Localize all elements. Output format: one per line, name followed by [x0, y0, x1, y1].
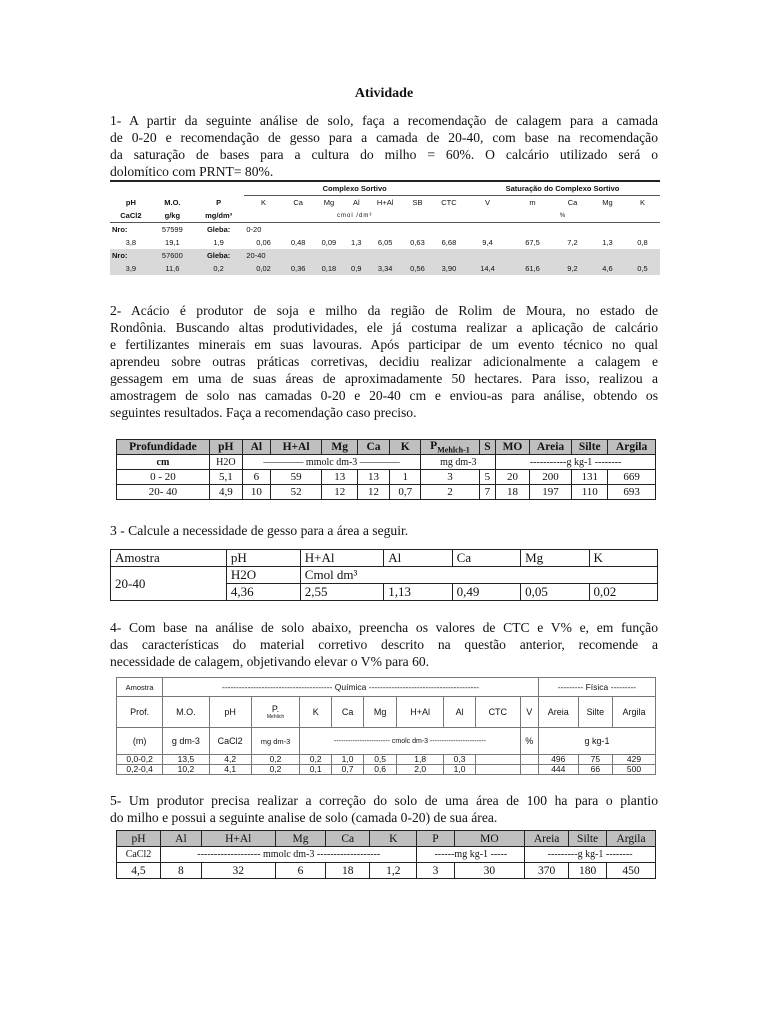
table-cell: 2 [421, 485, 479, 500]
table-cell: 0,48 [290, 238, 306, 247]
table-cell: 496 [538, 755, 578, 765]
question-5-line: 5- Um produtor precisa realizar a correção do solo de uma área de 100 ha para o plantio [110, 793, 658, 808]
col-header: Ca [452, 550, 520, 567]
unit-header: mg dm-3 [251, 728, 300, 755]
table-cell: 1,3 [602, 238, 613, 247]
table-cell: 131 [572, 470, 608, 485]
col-header: Argila [613, 697, 656, 728]
table-cell: 0,36 [283, 262, 314, 275]
table-cell: 4,5 [117, 863, 161, 879]
table-cell: 3,9 [110, 262, 152, 275]
table-cell: 32 [201, 863, 275, 879]
table-cell: 1,3 [351, 238, 362, 247]
question-3-line: 3 - Calcule a necessidade de gesso para a área a seguir. [110, 523, 409, 538]
col-header: V [485, 198, 491, 207]
question-1-line: dolomítico com PRNT= 80%. [110, 164, 274, 179]
col-header: K [261, 198, 267, 207]
table-cell: 0,5 [364, 755, 397, 765]
col-header: Ca [293, 198, 303, 207]
unit-header: CaCl2 [110, 209, 152, 223]
page-title: Atividade [354, 86, 414, 101]
question-4-line: das características do material corretivo descrito na questão anterior, recomende a [110, 637, 658, 652]
unit-header: ———— mmolc dm-3 ———— [242, 455, 421, 470]
col-header: Areia [538, 697, 578, 728]
table-cell: 0,02 [244, 262, 282, 275]
table-cell: 52 [270, 485, 321, 500]
table-cell: 20 [496, 470, 529, 485]
question-4-text [110, 619, 658, 670]
col-header: P [216, 197, 222, 207]
col-header: pH [209, 440, 242, 455]
col-header: pH [226, 550, 300, 567]
unit-cell: H2O [226, 567, 300, 584]
table-cell: 18 [326, 863, 370, 879]
table-cell: 0,02 [589, 584, 657, 601]
col-header: K [639, 198, 645, 207]
col-header: Areia [529, 440, 572, 455]
table-cell-blank [520, 765, 538, 775]
col-header: H+Al [270, 440, 321, 455]
table-cell: 200 [529, 470, 572, 485]
table-cell: 18 [496, 485, 529, 500]
col-header: pH [117, 831, 161, 847]
table-cell: 0,05 [521, 584, 589, 601]
question-1-text [110, 112, 658, 180]
row-label: Nro: [112, 225, 128, 234]
col-header [251, 697, 300, 728]
col-header: CTC [476, 697, 521, 728]
table-cell: 4,36 [226, 584, 300, 601]
col-header [421, 440, 479, 455]
table-cell: 0,2 [251, 755, 300, 765]
table-cell: 1,8 [397, 755, 444, 765]
table-cell: 0 - 20 [117, 470, 210, 485]
table-cell: 0,63 [410, 238, 425, 247]
col-header: H+Al [376, 198, 394, 207]
col-header: Silte [572, 440, 608, 455]
question-2-line: aprendeu sobre outras práticas corretivas, decidiu realizar adicionalmente a calagem e [110, 354, 658, 369]
table-cell: 180 [569, 863, 607, 879]
col-header: Mg [364, 697, 397, 728]
col-header: Al [242, 440, 270, 455]
col-header: Argila [607, 831, 656, 847]
table-cell: 11,6 [152, 262, 193, 275]
table-cell: 75 [578, 755, 612, 765]
table-cell: 0,2 [300, 755, 332, 765]
table-cell: 693 [608, 485, 656, 500]
col-header: Amostra [111, 550, 227, 567]
table-cell-blank [476, 755, 521, 765]
col-header: Ca [358, 440, 390, 455]
unit-header: g/kg [152, 209, 193, 223]
table-cell: 5 [479, 470, 496, 485]
question-3-text [110, 522, 658, 539]
question-2-line: seguintes resultados. Faça a recomendação caso preciso. [110, 405, 417, 420]
table-cell: 9,2 [555, 262, 590, 275]
col-header: H+Al [201, 831, 275, 847]
question-2-line: 2- Acácio é produtor de soja e milho da região de Rolim de Moura, no estado de [110, 303, 658, 318]
table-cell: 7 [479, 485, 496, 500]
table-cell-blank [520, 755, 538, 765]
soil-analysis-table-1 [110, 180, 660, 275]
unit-header: ---------g kg-1 -------- [525, 847, 656, 863]
question-1-line: 1- A partir da seguinte análise de solo, faça a recomendação de calagem para a camada [110, 113, 658, 128]
p-sub-label: Mehlich [266, 714, 285, 720]
question-2-line: Rondônia. Buscando altas produtividades, ele já costuma realizar a aplicação de calcário [110, 320, 658, 335]
col-header: Al [384, 550, 452, 567]
table-cell: 9,4 [482, 238, 493, 247]
table-cell: 450 [607, 863, 656, 879]
table-cell: 0,2 [251, 765, 300, 775]
table-cell: 3,90 [433, 262, 465, 275]
col-header: K [370, 831, 417, 847]
unit-header: -----------g kg-1 -------- [496, 455, 656, 470]
col-header: m [529, 198, 536, 207]
unit-header: cmol /dm³ [244, 209, 465, 223]
col-header: H+Al [300, 550, 383, 567]
table-cell: 370 [525, 863, 569, 879]
table-cell: 0,18 [314, 262, 345, 275]
table-cell: 1,9 [213, 238, 224, 247]
unit-header: CaCl2 [117, 847, 161, 863]
col-header: K [389, 440, 420, 455]
gleba-label: Gleba: [206, 225, 231, 234]
table-cell: 0,09 [321, 238, 337, 247]
table-cell: 8 [160, 863, 201, 879]
table-cell: 13 [358, 470, 390, 485]
col-header: Ca [332, 697, 364, 728]
table-cell: 67,5 [525, 238, 540, 247]
table-cell: 59 [270, 470, 321, 485]
p-sub-label: Mehlch-1 [437, 445, 470, 455]
table-cell: 0,7 [389, 485, 420, 500]
table-cell: 20- 40 [117, 485, 210, 500]
table-cell: 4,2 [209, 755, 251, 765]
col-header: Mg [521, 550, 589, 567]
table-cell: 19,1 [165, 238, 180, 247]
table-cell: 1,0 [332, 755, 364, 765]
soil-analysis-table-3 [110, 549, 658, 601]
question-1-line: da saturação de bases para a cultura do milho = 60%. O calcário utilizado será o [110, 147, 658, 162]
col-header: Al [352, 198, 360, 207]
unit-header: CaCl2 [209, 728, 251, 755]
table-cell: 3 [417, 863, 454, 879]
table-cell: 197 [529, 485, 572, 500]
col-header: K [589, 550, 657, 567]
question-4-line: necessidade de calagem, objetivando elevar o V% para 60. [110, 654, 430, 669]
unit-header: cm [117, 455, 210, 470]
unit-header: H2O [209, 455, 242, 470]
table-cell: 0,2 [193, 262, 244, 275]
soil-analysis-table-2 [116, 439, 656, 500]
unit-header: g kg-1 [538, 728, 655, 755]
unit-header: ------mg kg-1 ----- [417, 847, 525, 863]
p-label: P [430, 440, 438, 452]
row-label: Nro: [110, 249, 152, 262]
table-cell: 0,8 [637, 238, 648, 247]
col-header: V [520, 697, 538, 728]
table-cell: 0,49 [452, 584, 520, 601]
soil-analysis-table-5 [116, 830, 656, 879]
col-header: Mg [275, 831, 326, 847]
group-header-saturacao: Saturação do Complexo Sortivo [465, 181, 660, 196]
unit-header: mg dm-3 [421, 455, 496, 470]
table-cell: 7,2 [567, 238, 578, 247]
unit-header: % [520, 728, 538, 755]
table-cell: 669 [608, 470, 656, 485]
unit-header: % [465, 209, 660, 223]
table-cell: 3 [421, 470, 479, 485]
table-cell: 10 [242, 485, 270, 500]
table-cell: 0,6 [364, 765, 397, 775]
table-cell: 4,1 [209, 765, 251, 775]
col-header: Ca [567, 198, 578, 207]
gleba-value: 20-40 [244, 249, 282, 262]
unit-header: g dm-3 [163, 728, 209, 755]
col-header: pH [125, 197, 136, 207]
table-cell: 61,6 [510, 262, 555, 275]
question-2-text [110, 302, 658, 421]
question-2-line: amostragem de solo nas camadas 0-20 e 20-40 cm e enviou-as para análise, obtendo os [110, 388, 658, 403]
sample-number: 57600 [152, 249, 193, 262]
col-header: Al [160, 831, 201, 847]
table-cell: 14,4 [465, 262, 510, 275]
question-1-line: de 0-20 e recomendação de gesso para a camada de 20-40, com base na recomendação [110, 130, 658, 145]
table-cell: 4,9 [209, 485, 242, 500]
table-cell: 6 [242, 470, 270, 485]
table-cell: 429 [613, 755, 656, 765]
table-cell: 0,56 [402, 262, 433, 275]
unit-header: ------------------------ cmolc dm-3 ------------------------ [300, 728, 520, 755]
unit-header: mg/dm³ [193, 209, 244, 223]
table-cell: 1,13 [384, 584, 452, 601]
unit-header: (m) [117, 728, 163, 755]
col-header: Argila [608, 440, 656, 455]
col-header: Al [444, 697, 476, 728]
fisica-header: --------- Física --------- [538, 678, 655, 697]
gleba-value: 0-20 [246, 225, 262, 234]
table-cell: 4,6 [590, 262, 625, 275]
quimica-header: --------------------------------------- Química --------------------------------------- [163, 678, 539, 697]
unit-header: ------------------- mmolc dm-3 ------------------- [160, 847, 417, 863]
table-cell: 6 [275, 863, 326, 879]
table-cell: 12 [322, 485, 358, 500]
table-cell: 30 [454, 863, 525, 879]
table-cell: 0,1 [300, 765, 332, 775]
table-cell: 110 [572, 485, 608, 500]
table-cell: 1,2 [370, 863, 417, 879]
col-header: pH [209, 697, 251, 728]
question-5-text [110, 792, 658, 826]
table-cell: 2,0 [397, 765, 444, 775]
col-header: Mg [322, 440, 358, 455]
table-cell: 66 [578, 765, 612, 775]
group-header-complexo: Complexo Sortivo [244, 181, 465, 196]
table-cell: 2,55 [300, 584, 383, 601]
table-cell: 444 [538, 765, 578, 775]
table-cell: 500 [613, 765, 656, 775]
table-cell: 0,0-0,2 [117, 755, 163, 765]
col-header: MO [496, 440, 529, 455]
col-header: Mg [602, 198, 613, 207]
col-header: M.O. [164, 197, 181, 207]
table-cell: 1,0 [444, 765, 476, 775]
table-cell: 10,2 [163, 765, 209, 775]
col-header: Silte [578, 697, 612, 728]
p-label: P. [271, 704, 280, 714]
col-header: S [479, 440, 496, 455]
table-cell: 1 [389, 470, 420, 485]
table-cell: 5,1 [209, 470, 242, 485]
table-cell: 3,34 [368, 262, 402, 275]
table-cell: 3,8 [125, 238, 137, 247]
amostra-header: Amostra [117, 678, 163, 697]
table-cell: 0,7 [332, 765, 364, 775]
question-2-line: gessagem em uma de suas áreas de aproximadamente 50 hectares. Para isso, realizou a [110, 371, 658, 386]
question-2-line: e fertilizantes minerais em suas lavouras. Após participar de um evento técnico no qual [110, 337, 658, 352]
col-header: Profundidade [117, 440, 210, 455]
question-5-line: do milho e possui a seguinte analise de solo (camada 0-20) de sua área. [110, 810, 498, 825]
table-cell: 0,06 [256, 238, 271, 247]
table-cell: 0,9 [344, 262, 368, 275]
table-cell: 13 [322, 470, 358, 485]
unit-cell: Cmol dm³ [300, 567, 657, 584]
col-header: K [300, 697, 332, 728]
sample-number: 57599 [161, 225, 183, 234]
table-cell: 0,2-0,4 [117, 765, 163, 775]
col-header: Ca [326, 831, 370, 847]
soil-analysis-table-4 [116, 677, 656, 775]
col-header: H+Al [397, 697, 444, 728]
table-cell: 6,68 [441, 238, 457, 247]
col-header: Areia [525, 831, 569, 847]
table-cell: 12 [358, 485, 390, 500]
table-cell: 0,5 [625, 262, 660, 275]
table-cell-blank [476, 765, 521, 775]
col-header: SB [412, 198, 423, 207]
table-cell: 6,05 [377, 238, 393, 247]
col-header: MO [454, 831, 525, 847]
col-header: M.O. [163, 697, 209, 728]
col-header: P [417, 831, 454, 847]
table-cell: 13,5 [163, 755, 209, 765]
sample-cell: 20-40 [111, 567, 227, 601]
table-cell: 0,3 [444, 755, 476, 765]
question-4-line: 4- Com base na análise de solo abaixo, preencha os valores de CTC e V% e, em função [110, 620, 658, 635]
col-header: Silte [569, 831, 607, 847]
col-header: Prof. [117, 697, 163, 728]
gleba-label: Gleba: [193, 249, 244, 262]
col-header: Mg [323, 198, 335, 207]
col-header: CTC [441, 198, 457, 207]
